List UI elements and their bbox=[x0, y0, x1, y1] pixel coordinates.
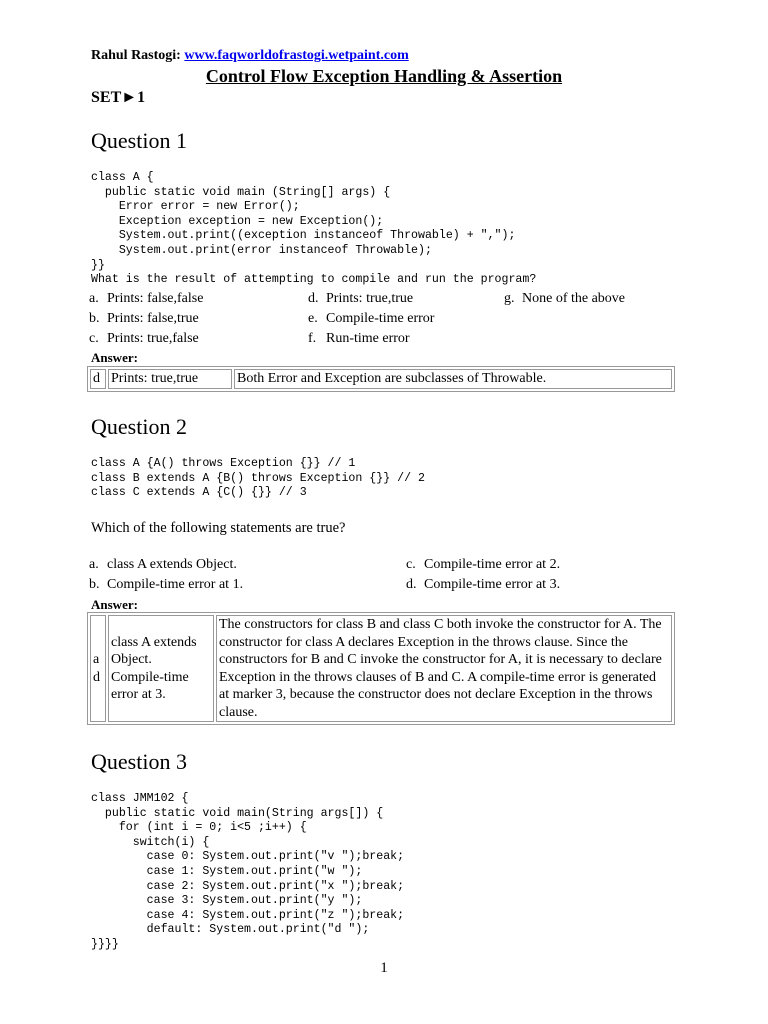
q2-option-d: d. Compile-time error at 3. bbox=[406, 577, 561, 592]
question-3-heading: Question 3 bbox=[91, 749, 187, 774]
q2-option-b: b. Compile-time error at 1. bbox=[89, 577, 244, 592]
q1-option-g: g. None of the above bbox=[504, 291, 626, 306]
question-1-code: class A { public static void main (String[] args) { Error error = new Error(); Exception exception = new Exception(); System.out.print((exception instanceof Throwable) + ","); System.out.print(error instanceof Throwable); }} What is the result of attempting to compile and run the program? bbox=[91, 171, 537, 287]
author-line bbox=[91, 48, 409, 64]
q1-answer-label: Answer: bbox=[91, 350, 138, 365]
table-row bbox=[90, 369, 672, 389]
q1-option-e: e. Compile-time error bbox=[308, 311, 435, 326]
question-2-heading: Question 2 bbox=[91, 414, 187, 439]
q1-option-b: b. Prints: false,true bbox=[89, 311, 199, 326]
q1-option-a: a. Prints: false,false bbox=[89, 291, 204, 306]
page-number: 1 bbox=[380, 960, 388, 976]
table-row bbox=[90, 615, 672, 722]
question-2-prompt: Which of the following statements are true? bbox=[91, 520, 346, 536]
author-label: Rahul Rastogi: bbox=[91, 48, 181, 63]
q1-answer-table bbox=[87, 366, 675, 392]
q2-answer-label: Answer: bbox=[91, 597, 138, 612]
question-1-heading: Question 1 bbox=[91, 128, 187, 153]
set-label: SET►1 bbox=[91, 89, 146, 106]
author-link[interactable]: www.faqworldofrastogi.wetpaint.com bbox=[184, 48, 409, 63]
document-title: Control Flow Exception Handling & Assertion bbox=[205, 66, 563, 86]
q1-option-d: d. Prints: true,true bbox=[308, 291, 414, 306]
q1-option-c: c. Prints: true,false bbox=[89, 331, 199, 346]
question-3-code: class JMM102 { public static void main(String args[]) { for (int i = 0; i<5 ;i++) { switch(i) { case 0: System.out.print("v ");break; case 1: System.out.print("w "); case 2: System.out.print("x ");break; case 3: System.out.print("y "); case 4: System.out.print("z ");break; default: System.out.print("d "); }}}} bbox=[91, 792, 405, 951]
q1-option-f: f. Run-time error bbox=[308, 331, 410, 346]
q1-answer-choice: Prints: true,true bbox=[108, 369, 232, 389]
q1-answer-letter: d bbox=[90, 369, 106, 389]
q2-answer-table bbox=[87, 612, 675, 725]
q2-answer-choices: class A extends Object. Compile-time error at 3. bbox=[108, 615, 214, 722]
q2-option-c: c. Compile-time error at 2. bbox=[406, 557, 561, 572]
q1-answer-explanation: Both Error and Exception are subclasses of Throwable. bbox=[234, 369, 672, 389]
q2-answer-explanation: The constructors for class B and class C both invoke the constructor for A. The constructor for class A declares Exception in the throws clause. Since the constructors for B and C invoke the constructor for A, it is necessary to declare Exception in the throws clauses of B and C. A compile-time error is generated at marker 3, because the constructor does not declare Exception in the throws clause. bbox=[216, 615, 672, 722]
question-2-code: class A {A() throws Exception {}} // 1 class B extends A {B() throws Exception {}} // 2 class C extends A {C() {}} // 3 bbox=[91, 457, 425, 500]
q2-answer-letters: a d bbox=[90, 615, 106, 722]
q2-option-a: a. class A extends Object. bbox=[89, 557, 237, 572]
